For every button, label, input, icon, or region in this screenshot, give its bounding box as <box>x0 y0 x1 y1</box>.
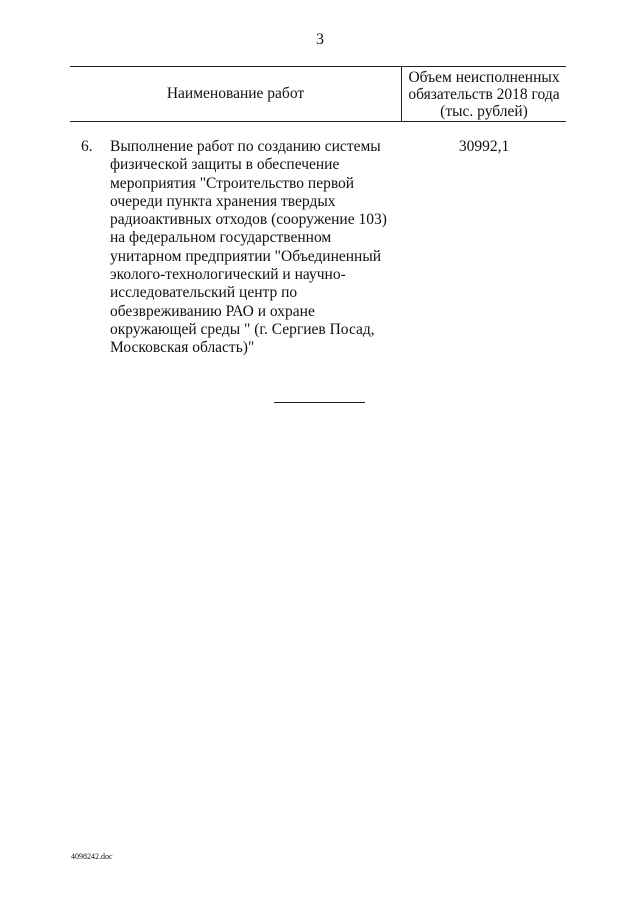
row-description <box>110 138 400 358</box>
row-description-line: очереди пункта хранения твердых <box>110 192 336 210</box>
row-description-line: радиоактивных отходов (сооружение 103) <box>110 211 387 229</box>
row-description-line: эколого-технологический и научно- <box>110 266 346 284</box>
row-description-line: унитарном предприятии "Объединенный <box>110 247 382 265</box>
page-number: 3 <box>316 31 324 48</box>
row-description-line: обезвреживанию РАО и охране <box>110 302 315 320</box>
row-description-line: окружающей среды " (г. Сергиев Посад, <box>110 320 375 338</box>
table-header <box>70 66 566 122</box>
row-description-line: Московская область)" <box>110 339 255 357</box>
row-description-line: физической защиты в обеспечение <box>110 156 340 174</box>
end-of-table-rule <box>274 402 365 403</box>
row-description-line: на федеральном государственном <box>110 229 332 247</box>
row-number: 6. <box>81 138 93 155</box>
row-description-line: исследовательский центр по <box>110 284 298 302</box>
header-amount <box>402 69 566 120</box>
row-description-line: мероприятия "Строительство первой <box>110 174 355 192</box>
row-amount: 30992,1 <box>458 138 510 155</box>
header-works-name: Наименование работ <box>166 85 305 102</box>
row-description-line: Выполнение работ по созданию системы <box>110 138 381 155</box>
header-amount-line: обязательств 2018 года <box>408 86 560 103</box>
footer-file-name: 4098242.doc <box>71 852 113 861</box>
header-amount-line: Объем неисполненных <box>408 69 560 86</box>
header-amount-line: (тыс. рублей) <box>440 103 528 120</box>
